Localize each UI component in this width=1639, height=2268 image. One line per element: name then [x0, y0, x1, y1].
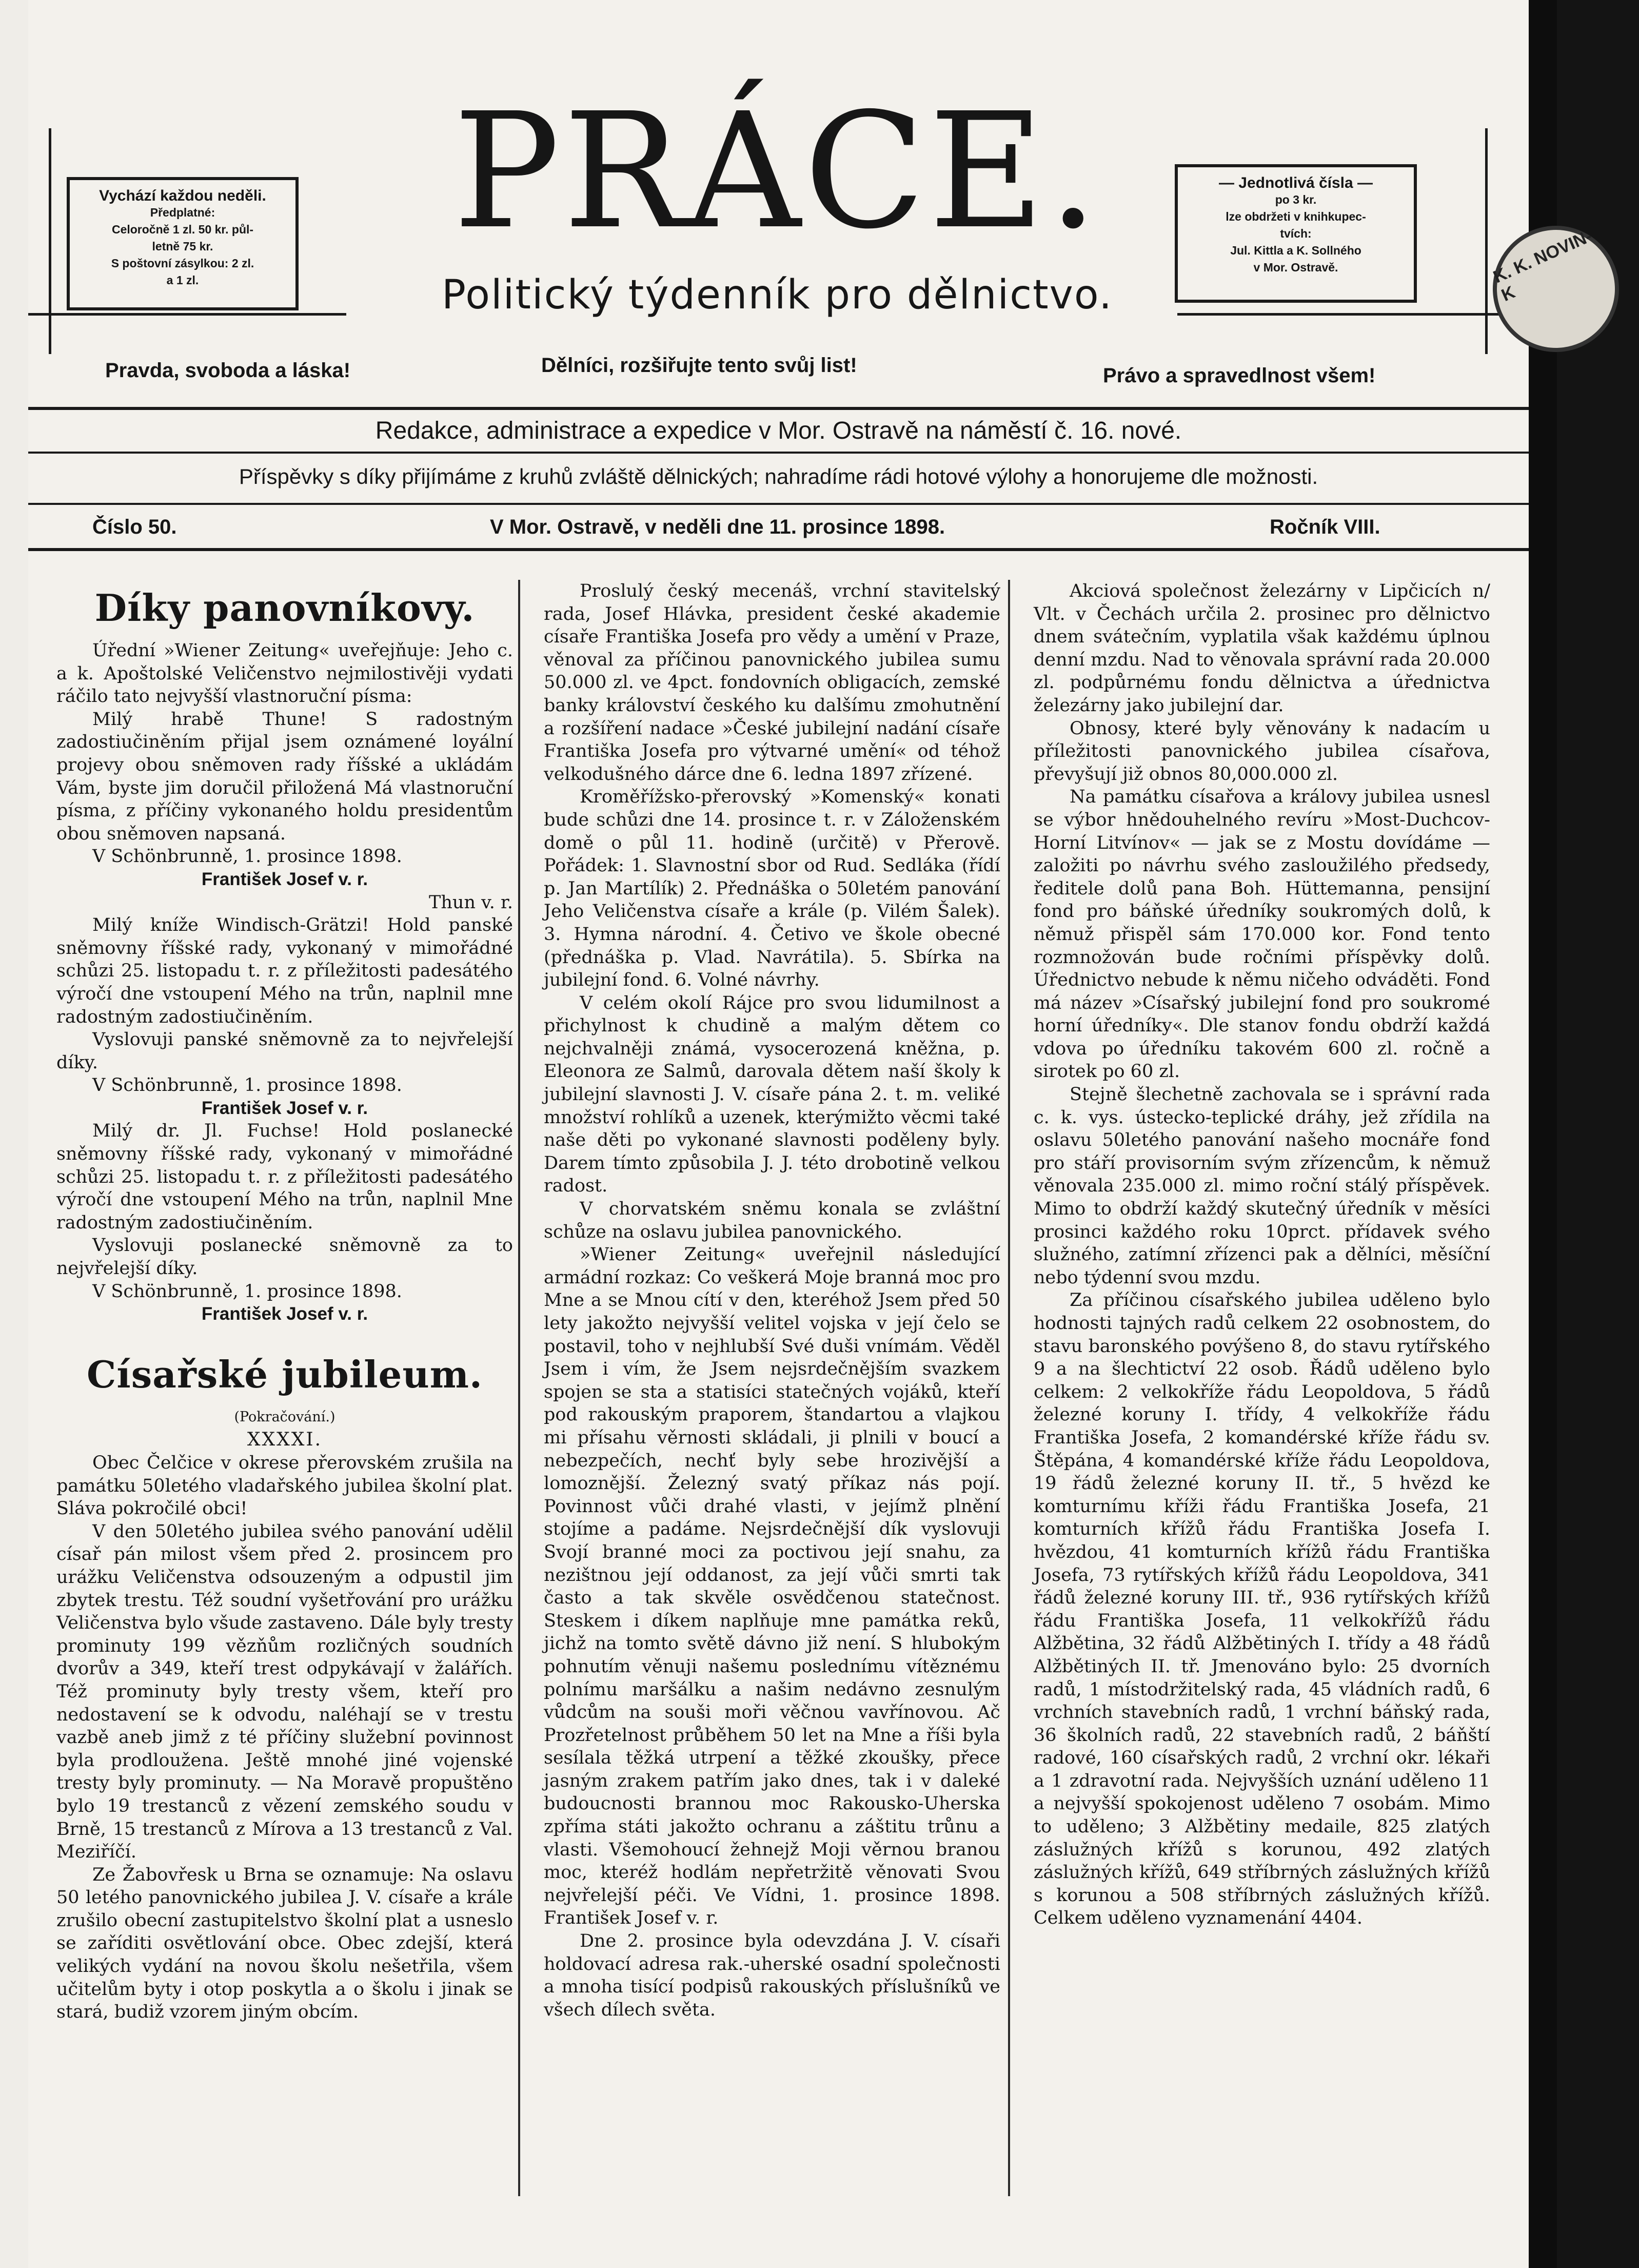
single-copy-line: tvích: — [1280, 227, 1312, 240]
subscription-line: letně 75 kr. — [152, 240, 213, 253]
newspaper-subtitle: Politický týdenník pro dělnictvo. — [442, 272, 1113, 318]
article-paragraph: Milý kníže Windisch-Grätzi! Hold panské sněmovny říšské rady, vykonaný v mimořádné schůzi 25. listopadu t. r. z příležitosti padesátého výročí dne vstoupení Mého na trůn, naplnil mne radostným zadostiučiněním. — [56, 915, 513, 1027]
signature: František Josef v. r. — [201, 1304, 368, 1324]
article-paragraph: Na památku císařova a královy jubilea usnesl se výbor hnědouhelného revíru »Most-Duchcov-Horní Litvínov« — jak se z Mostu dovídáme — založiti po návrhu svého zasloužilého předsedy, ředitele dolů pana Boh. Hüttemanna, pensijní fond pro báňské úředníky soukromých dolů, k němuž přispěl sám 170.000 kor. Fond tento rozmnožován bude ročními příspěvky dolů. Úřednictvo nebude k němu ničeho odváděti. Fond má název »Císařský jubilejní fond pro soukromé horní úředníky«. Dle stanov fondu obdrží každá vdova po úředníku takovém 600 zl. ročně a sirotek po 60 zl. — [1034, 787, 1490, 1082]
masthead-left-post — [49, 128, 51, 354]
subscription-box — [67, 177, 299, 310]
article-paragraph: Akciová společnost železárny v Lipčicích n/ Vlt. v Čechách určila 2. prosinec pro dělnictvo dnem svátečním, vyplatila však každému úplnou denní mzdu. Nad to věnovala správní rada 20.000 zl. podpůrnému fondu dělnictva a úřednictva železárny jako jubilejní dar. — [1034, 581, 1490, 716]
address-top-rule — [28, 407, 1529, 410]
subscription-line: S poštovní zásylkou: 2 zl. — [111, 257, 254, 270]
article-paragraph: Kroměřížsko-přerovský »Komenský« konati bude schůzi dne 14. prosince t. r. v Záloženském domě o půl 11. hodině (určitě) v Přerově. Pořádek: 1. Slavnostní sbor od Rud. Sedláka (řídí p. Jan Martílík) 2. Přednáška o 50letém panování Jeho Veličenstva císaře a krále (p. Vilém Šalek). 3. Hymna národní. 4. Četivo ve škole obecné (přednáška p. Vlad. Navrátila). 5. Sbírka na jubilejní fond. 6. Volné návrhy. — [544, 787, 1000, 991]
article-paragraph: V celém okolí Rájce pro svou lidumilnost a přichylnost k chudině a malým dětem co nejchvalněji známá, vysocerozená kněžna, p. Eleonora ze Salmů, darovala dětem naší školy k jubilejní slavnosti J. V. císaře pána 2. t. m. veliké množství rohlíků a uzenek, kterýmižto věcmi také naše děti po vykonané slavnosti poděleny byly. Darem tímto způsobila J. J. této drobotině velkou radost. — [544, 992, 1000, 1197]
part-number: XXXXI. — [247, 1429, 323, 1451]
issue-date: V Mor. Ostravě, v neděli dne 11. prosince 1898. — [490, 516, 945, 538]
signature: František Josef v. r. — [201, 869, 368, 889]
issue-top-rule — [28, 503, 1529, 505]
article-paragraph: Vyslovuji poslanecké sněmovně za to nejvřelejší díky. — [56, 1235, 513, 1279]
motto-left: Pravda, svoboda a láska! — [105, 359, 351, 382]
subscription-heading: Vychází každou neděli. — [99, 187, 266, 204]
spacer — [56, 1326, 513, 1346]
column-divider-2 — [1008, 580, 1010, 2196]
column-1 — [56, 580, 513, 2024]
library-stamp — [1473, 206, 1639, 373]
single-copy-line: lze obdržeti v knihkupec- — [1226, 210, 1366, 223]
issue-number: Číslo 50. — [92, 516, 177, 538]
motto-right: Právo a spravedlnost všem! — [1103, 364, 1376, 387]
continuation-note: (Pokračování.) — [234, 1409, 335, 1425]
subscription-line: Celoročně 1 zl. 50 kr. půl- — [111, 223, 254, 236]
issue-year: Ročník VIII. — [1270, 516, 1380, 538]
left-margin-scrap — [0, 0, 28, 2268]
single-copy-line: Jul. Kittla a K. Sollného — [1230, 244, 1361, 257]
single-copy-heading: — Jednotlivá čísla — — [1218, 174, 1373, 191]
article-paragraph: Obnosy, které byly věnovány k nadacím u příležitosti panovnického jubilea císařova, převyšují již obnos 80,000.000 zl. — [1034, 718, 1490, 785]
article-paragraph: Milý hrabě Thune! S radostným zadostiučiněním přijal jsem oznámené loyální projevy obou sněmoven rady říšské a ukládám Vám, byste jim doručil přiložená Má vlastnoruční písma, z příčiny vykonaného holdu presidentům obou sněmoven napsaná. — [56, 709, 513, 844]
dateline: V Schönbrunně, 1. prosince 1898. — [92, 1075, 402, 1096]
article-paragraph: Vyslovuji panské sněmovně za to nejvřelejší díky. — [56, 1029, 513, 1073]
motto-center: Dělníci, rozšiřujte tento svůj list! — [541, 354, 857, 377]
article-paragraph: Za příčinou císařského jubilea uděleno bylo hodnosti tajných radů celkem 22 osobnostem, do stavu baronského povýšeno 8, do stavu rytířského 9 a na šlechtictví 22 osob. Řádů uděleno bylo celkem: 2 velkokříže řádu Leopoldova, 5 řádů železné koruny I. třídy, 4 velkokříže řádu Františka Josefa, 2 komandérské kříže řádu sv. Štěpána, 4 komandérské kříže řádu Leopoldova, 19 řádů železné koruny II. tř., 5 hvězd ke komturnímu kříži řádu Františka Josefa, 21 komturních křížů řádu Františka Josefa I. hvězdou, 41 komturních křížů řádu Františka Josefa, 73 rytířských křížů řádu Leopoldova, 341 řádů železné koruny III. tř., 936 rytířských křížů řádu Františka Josefa, 11 velkokřížů řádu Alžbětina, 32 řádů Alžbětiných I. třídy a 48 řádů Alžbětiných II. tř. Jmenováno bylo: 25 dvorních radů, 1 místodržitelský rada, 45 vládních radů, 6 vrchních stavebních radů, 1 vrchní báňský rada, 36 školních radů, 22 stavebních radů, 2 báňští radové, 160 císařských radů, 2 vrchní okr. lékaři a 1 zdravotní rada. Nejvyšších uznání uděleno 11 a nejvyšší spokojenost uděleno 7 osobám. Mimo to uděleno; 3 Alžbětiny medaile, 825 zlatých záslužných křížů s korunou, 492 zlatých záslužných křížů, 649 stříbrných záslužných křížů s korunou a 508 stříbrných záslužných křížů. Celkem uděleno vyznamenání 4404. — [1034, 1290, 1490, 1929]
countersignature: Thun v. r. — [429, 892, 513, 913]
article-heading: Díky panovníkovy. — [94, 586, 475, 630]
dateline: V Schönbrunně, 1. prosince 1898. — [92, 1281, 402, 1302]
article-paragraph: Milý dr. Jl. Fuchse! Hold poslanecké sněmovny říšské rady, vykonaný v mimořádné schůzi 25. listopadu t. r. z příležitosti padesátého výročí dne vstoupení Mého na trůn, naplnil Mne radostným zadostiučiněním. — [56, 1121, 513, 1233]
masthead-left-rule — [28, 313, 346, 316]
column-3 — [1034, 580, 1490, 1930]
contributions-line: Příspěvky s díky přijímáme z kruhů zvláště dělnických; nahradíme rádi hotové výlohy a honorujeme dle možnosti. — [239, 464, 1318, 488]
dateline: V Schönbrunně, 1. prosince 1898. — [92, 846, 402, 867]
single-copy-line: po 3 kr. — [1275, 193, 1317, 206]
signature: František Josef v. r. — [201, 1098, 368, 1118]
article-heading: Císařské jubileum. — [87, 1352, 483, 1396]
newspaper-page — [28, 0, 1595, 2268]
article-paragraph: V den 50letého jubilea svého panování udělil císař pán milost všem před 2. prosincem pro urážku Veličenstva odsouzeným a odpustil jim zbytek trestu. Též soudní vyšetřování pro urážku Veličenstva bylo všude zastaveno. Dále byly tresty prominuty 199 vězňům rozličných soudních dvorův a 349, kteří trest odpykávají v žalářích. Též prominuty byly tresty všem, kteří pro nedostavení se k odvodu, naléhají se v trestu vazbě aneb jimž z té příčiny služební povinnost byla prodloužena. Ještě mnohé jiné vojenské tresty byly prominuty. — Na Moravě propuštěno bylo 19 trestanců z vězení zemského soudu v Brně, 15 trestanců z Mírova a 13 trestanců z Val. Meziříčí. — [56, 1521, 513, 1863]
stamp-text: K. K. NOVIN-K — [1490, 226, 1595, 305]
column-2 — [544, 580, 1000, 2021]
article-paragraph: V chorvatském sněmu konala se zvláštní schůze na oslavu jubilea panovnického. — [544, 1199, 1000, 1242]
single-copy-line: v Mor. Ostravě. — [1253, 261, 1338, 274]
address-bottom-rule — [28, 452, 1529, 454]
column-divider-1 — [518, 580, 520, 2196]
article-paragraph: Úřední »Wiener Zeitung« uveřejňuje: Jeho c. a k. Apoštolské Veličenstvo nejmilostivěji vydati ráčilo tato nejvyšší vlastnoruční písma: — [56, 640, 513, 707]
article-paragraph: Stejně šlechetně zachovala se i správní rada c. k. vys. ústecko-teplické dráhy, jež zřídila na oslavu 50letého panování našeho mocnáře fond pro stáří provisorním svým zřízencům, k němuž věnovala 235.000 zl. mimo roční stálý příspěvek. Mimo to obdrží každý skutečný úředník v měsíci prosinci každého roku 10prct. přídavek svého služného, zatímní zřízenci pak a dělníci, měsíční nebo týdenní svou mzdu. — [1034, 1084, 1490, 1288]
subscription-line: a 1 zl. — [166, 273, 199, 287]
article-paragraph: »Wiener Zeitung« uveřejnil následující armádní rozkaz: Co veškerá Moje branná moc pro Mne a se Mnou cítí v den, kteréhož Jsem před 50 lety jakožto nejvyšší velitel vojska v její čelo se postavil, toho v nejhlubší Své duši vnímám. Věděl Jsem i vím, že Jsem nejsrdečnějším svazkem spojen se sta a statisíci statečných vojáků, kteří pod rakouským praporem, štandartou a vlajkou mi přísahu věrnosti skládali, ji plnili v boucí a nebezpečích, nechť byly sebe hrozivější a lomoznější. Železný svatý příkaz nás pojí. Povinnost vůči drahé vlasti, v jejímž plnění stojíme a padáme. Nejsrdečnější dík vyslovuji Svojí branné moci za poctivou její snahu, za nezištnou její oddanost, za její vůči smrti tak často a tak skvěle osvědčenou statečnost. Steskem i díkem naplňuje mne památka reků, jichž na tomto světě dávno již není. S hlubokým pohnutím věnuji našemu poslednímu vítěznému polnímu maršálku a našim nedávno zesnulým vůdcům na souši moři věčnou vavřínovou. Ač Prozřetelnost průběhem 50 let na Mne a říši byla sesílala těžká utrpení a těžké zkoušky, přece jasným zrakem patřím jako dnes, tak i v daleké budoucnosti brannou moc Rakousko-Uherska zpříma státi jakožto ochranu a záštitu trůnu a vlasti. Všemohoucí žehnejž Moji věrnou branou moc, kteréž hodlám nepřetržitě věnovati Svou nejvřelejší péči. Ve Vídni, 1. prosince 1898. František Josef v. r. — [544, 1244, 1000, 1929]
article-paragraph: Ze Žabovřesk u Brna se oznamuje: Na oslavu 50 letého panovnického jubilea J. V. císaře a krále zrušilo obecní zastupitelstvo školní plat a usneslo se zaříditi osvětlování obce. Obec zdejší, která velikých vydání na novou školu nešetřila, všem učitelům byty i otop poskytla a o školu i jinak se stará, budiž vzorem jiným obcím. — [56, 1864, 513, 2023]
masthead-right-rule — [1177, 313, 1506, 316]
article-paragraph: Obec Čelčice v okrese přerovském zrušila na památku 50letého vladařského jubilea školní plat. Sláva pokročilé obci! — [56, 1453, 513, 1519]
masthead-right-post — [1485, 128, 1488, 354]
article-paragraph: Dne 2. prosince byla odevzdána J. V. císaři holdovací adresa rak.-uherské osadní společnosti a mnoha tisící podpisů rakouských příslušníků ve všech dílech světa. — [544, 1931, 1000, 2020]
issue-bottom-rule — [28, 548, 1529, 551]
article-paragraph: Proslulý český mecenáš, vrchní stavitelský rada, Josef Hlávka, president české akademie císaře Františka Josefa pro vědy a umění v Praze, věnoval za příčinou panovnického jubilea sumu 50.000 zl. ve 4pct. fondovních obligacích, zemské banky království českého ku dalšímu zmohutnění a rozšíření nadace »České jubilejní nadání císaře Františka Josefa pro výtvarné umění« od téhož velkodušného dárce dne 6. ledna 1897 zřízené. — [544, 581, 1000, 785]
address-line: Redakce, administrace a expedice v Mor. Ostravě na náměstí č. 16. nové. — [375, 417, 1182, 444]
newspaper-title: PRÁCE. — [453, 79, 1101, 264]
subscription-line: Předplatné: — [150, 206, 215, 219]
